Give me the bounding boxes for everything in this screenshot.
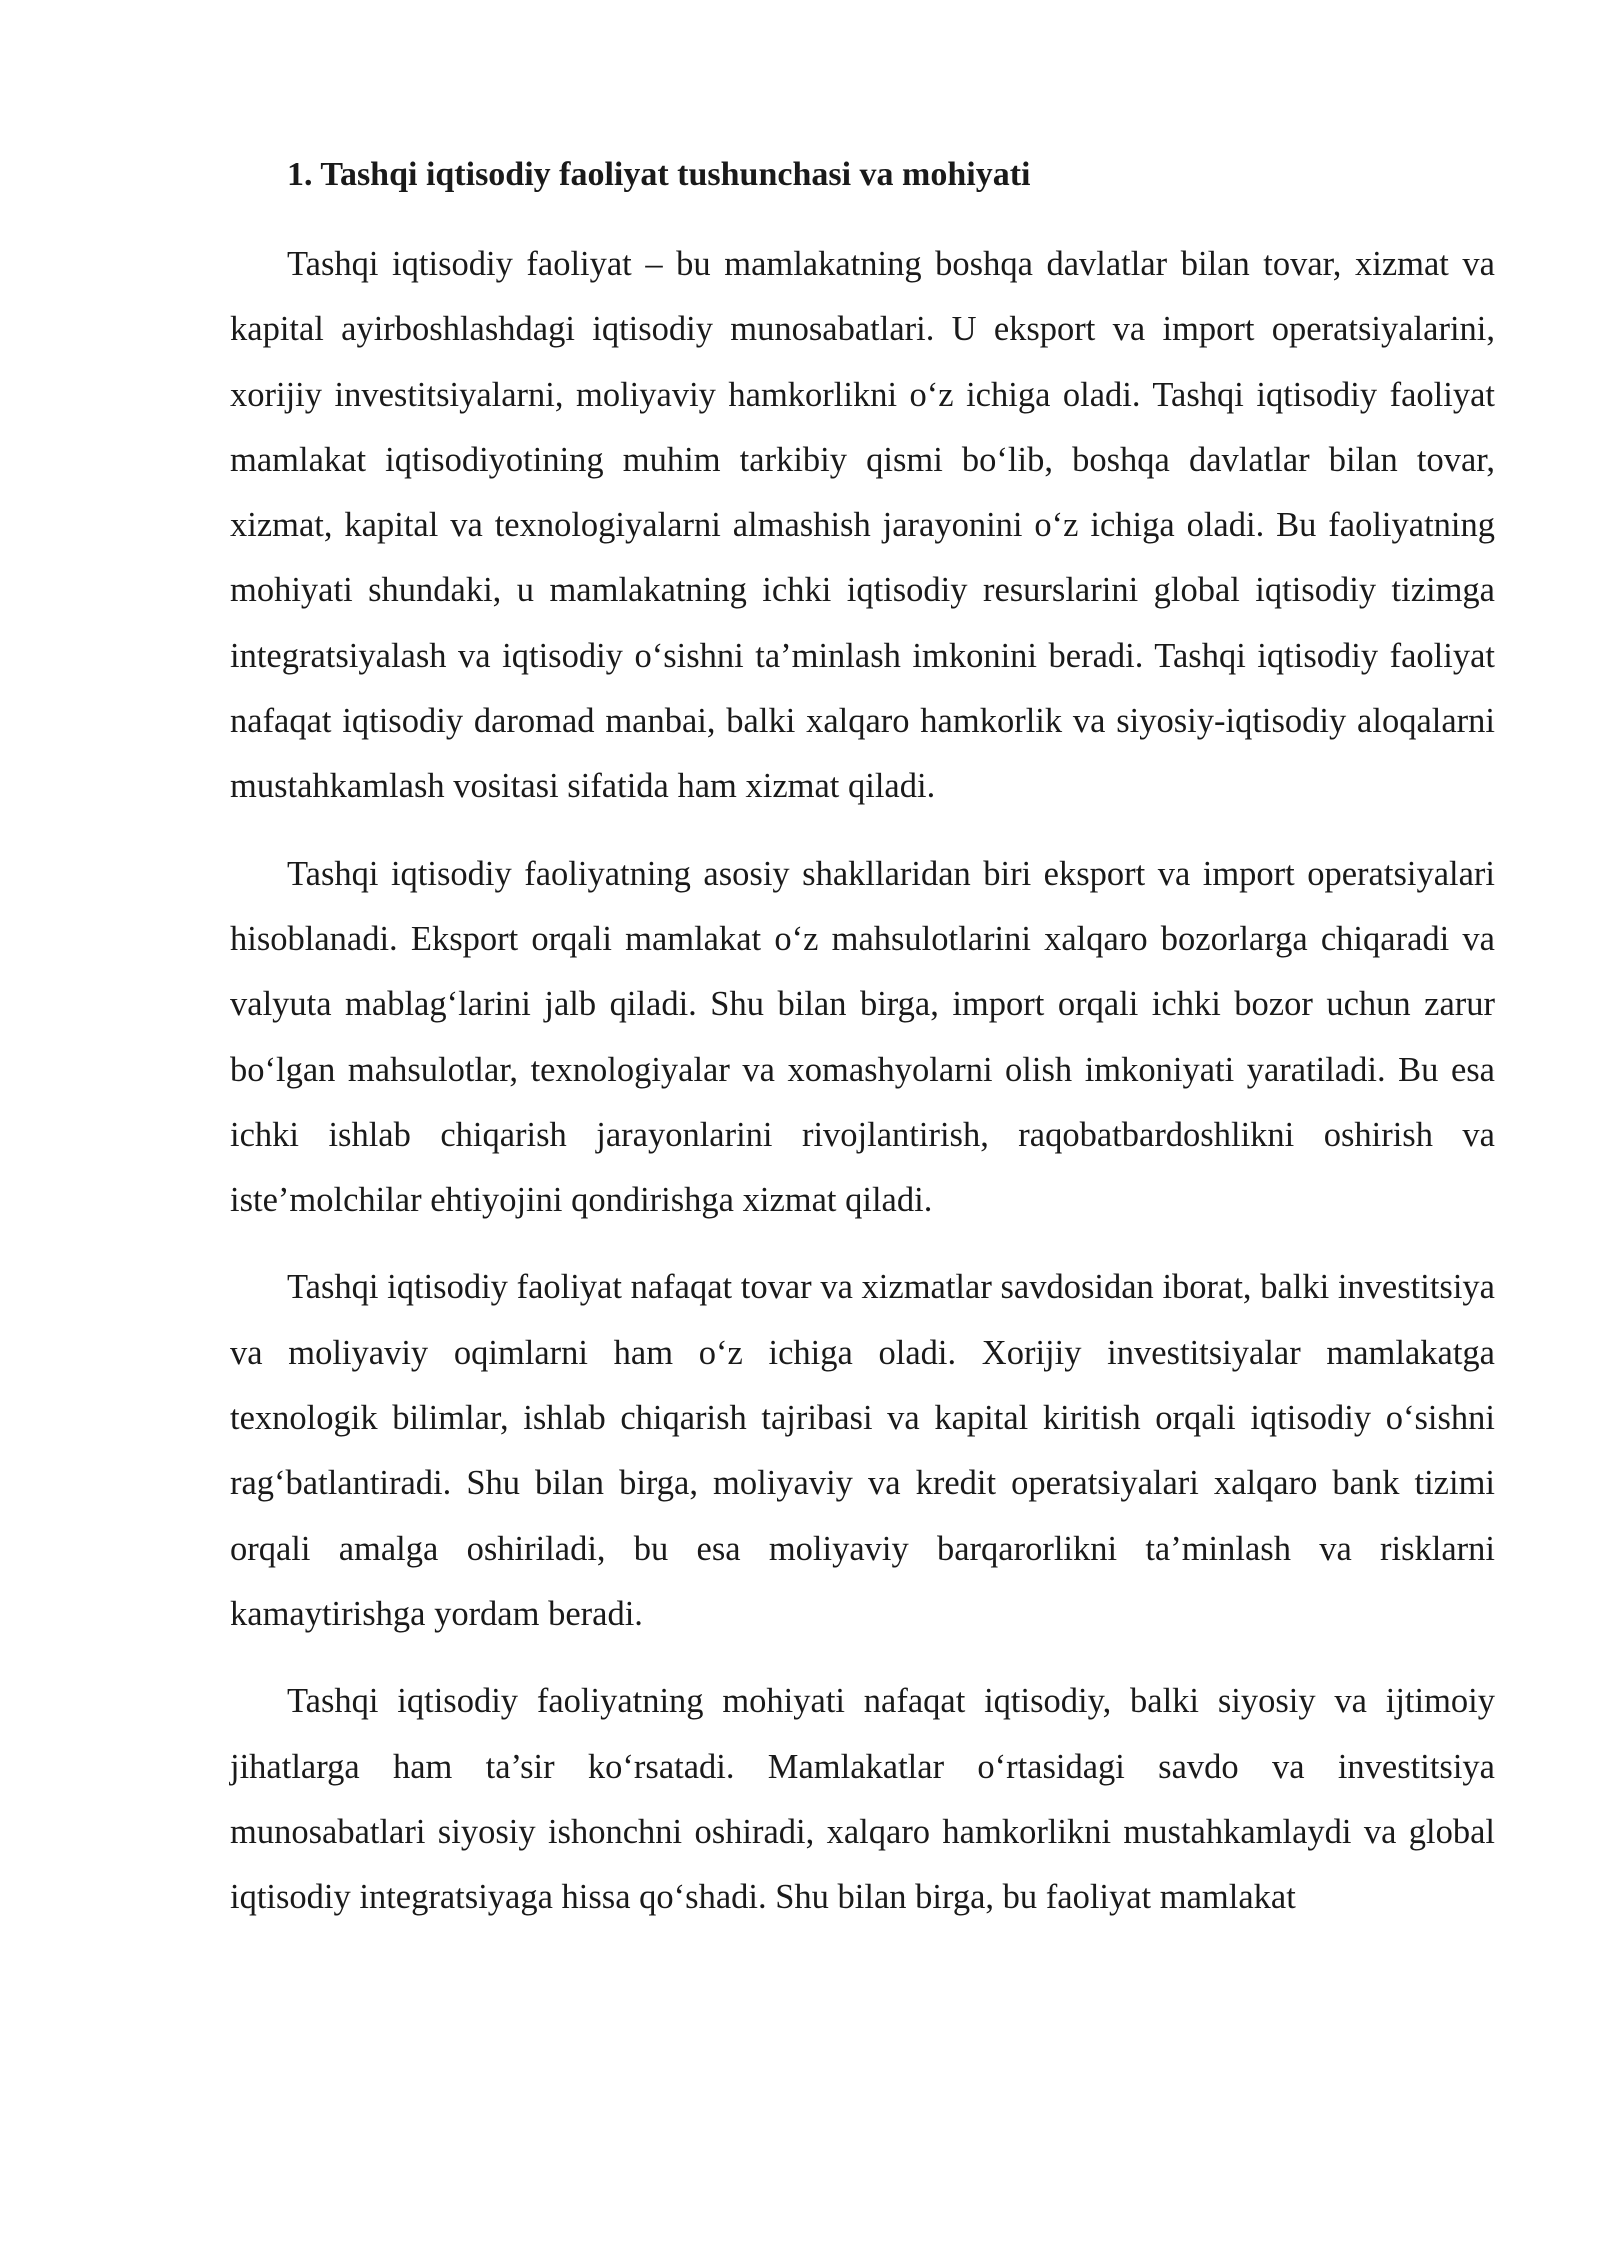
section-heading: 1. Tashqi iqtisodiy faoliyat tushunchasi va mohiyati <box>287 156 1031 193</box>
paragraph: Tashqi iqtisodiy faoliyatning asosiy shakllaridan biri eksport va import operatsiyalari hisoblanadi. Eksport orqali mamlakat o‘z mahsulotlarini xalqaro bozorlarga chiqaradi va valyuta mablag‘larini jalb qiladi. Shu bilan birga, import orqali ichki bozor uchun zarur bo‘lgan mahsulotlar, texnologiyalar va xomashyolarni olish imkoniyati yaratiladi. Bu esa ichki ishlab chiqarish jarayonlarini rivojlantirish, raqobatbardoshlikni oshirish va iste’molchilar ehtiyojini qondirishga xizmat qiladi. <box>230 854 1495 1220</box>
paragraph: Tashqi iqtisodiy faoliyat nafaqat tovar va xizmatlar savdosidan iborat, balki investitsiya va moliyaviy oqimlarni ham o‘z ichiga oladi. Xorijiy investitsiyalar mamlakatga texnologik bilimlar, ishlab chiqarish tajribasi va kapital kiritish orqali iqtisodiy o‘sishni rag‘batlantiradi. Shu bilan birga, moliyaviy va kredit operatsiyalari xalqaro bank tizimi orqali amalga oshiriladi, bu esa moliyaviy barqarorlikni ta’minlash va risklarni kamaytirishga yordam beradi. <box>230 1268 1495 1633</box>
page-content <box>230 150 1495 1952</box>
paragraph: Tashqi iqtisodiy faoliyatning mohiyati nafaqat iqtisodiy, balki siyosiy va ijtimoiy jihatlarga ham ta’sir ko‘rsatadi. Mamlakatlar o‘rtasidagi savdo va investitsiya munosabatlari siyosiy ishonchni oshiradi, xalqaro hamkorlikni mustahkamlaydi va global iqtisodiy integratsiyaga hissa qo‘shadi. Shu bilan birga, bu faoliyat mamlakat <box>230 1682 1495 1917</box>
paragraph: Tashqi iqtisodiy faoliyat – bu mamlakatning boshqa davlatlar bilan tovar, xizmat va kapital ayirboshlashdagi iqtisodiy munosabatlari. U eksport va import operatsiyalarini, xorijiy investitsiyalarni, moliyaviy hamkorlikni o‘z ichiga oladi. Tashqi iqtisodiy faoliyat mamlakat iqtisodiyotining muhim tarkibiy qismi bo‘lib, boshqa davlatlar bilan tovar, xizmat, kapital va texnologiyalarni almashish jarayonini o‘z ichiga oladi. Bu faoliyatning mohiyati shundaki, u mamlakatning ichki iqtisodiy resurslarini global iqtisodiy tizimga integratsiyalash va iqtisodiy o‘sishni ta’minlash imkonini beradi. Tashqi iqtisodiy faoliyat nafaqat iqtisodiy daromad manbai, balki xalqaro hamkorlik va siyosiy-iqtisodiy aloqalarni mustahkamlash vositasi sifatida ham xizmat qiladi. <box>230 245 1495 806</box>
